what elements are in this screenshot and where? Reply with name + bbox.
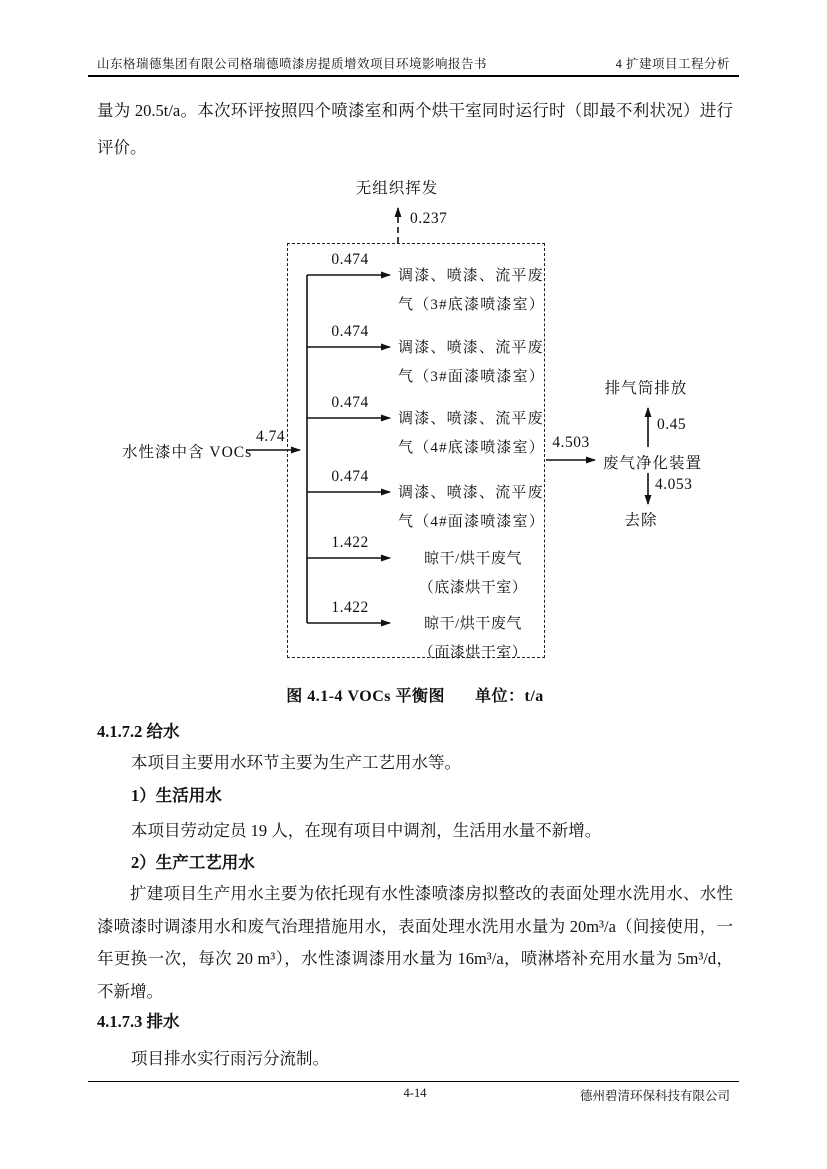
item-heading-domestic-water: 1）生活用水 <box>131 786 222 805</box>
process-water-paragraph: 扩建项目生产用水主要为依托现有水性漆喷漆房拟整改的表面处理水洗用水、水性漆喷漆时调漆用水和废气治理措施用水，表面处理水洗用水量为 20m³/a（间接使用，一年更换一次，每次 20 m³），水性漆调漆用水量为 16m³/a，喷淋塔补充用水量为 5m³/d，不新增。 <box>97 884 733 1001</box>
branch-label-4 <box>398 479 548 537</box>
branch-value-2: 0.474 <box>331 323 369 340</box>
header-chapter-title: 4 扩建项目工程分析 <box>615 57 730 71</box>
branch-value-3: 0.474 <box>331 394 369 411</box>
footer-company: 德州碧清环保科技有限公司 <box>579 1089 730 1103</box>
header-rule <box>88 75 739 77</box>
branch-value-4: 0.474 <box>331 468 369 485</box>
branch-label-1 <box>398 262 548 320</box>
water-supply-paragraph: 本项目主要用水环节主要为生产工艺用水等。 <box>131 753 461 772</box>
branch-value-1: 0.474 <box>331 251 369 268</box>
branch-label-6-line1: 晾干/烘干废气 <box>424 616 522 632</box>
section-heading-4172: 4.1.7.2 给水 <box>97 722 180 741</box>
input-value: 4.74 <box>256 428 286 445</box>
branch-label-2 <box>398 334 548 392</box>
branch-label-2-line1: 调漆、喷漆、流平废 <box>398 340 544 356</box>
item-heading-process-water: 2）生产工艺用水 <box>131 853 255 872</box>
branch-label-4-line2: 气（4#面漆喷漆室） <box>398 514 546 530</box>
branch-label-5-line1: 晾干/烘干废气 <box>424 551 522 567</box>
branch-label-5 <box>398 545 548 603</box>
domestic-water-paragraph: 本项目劳动定员 19 人，在现有项目中调剂，生活用水量不新增。 <box>131 821 602 840</box>
branch-label-2-line2: 气（3#面漆喷漆室） <box>398 369 546 385</box>
branch-label-3-line2: 气（4#底漆喷漆室） <box>398 440 546 456</box>
drainage-paragraph: 项目排水实行雨污分流制。 <box>131 1049 329 1068</box>
stack-value: 0.45 <box>657 416 687 433</box>
branch-label-1-line2: 气（3#底漆喷漆室） <box>398 297 546 313</box>
fugitive-label: 无组织挥发 <box>355 180 439 197</box>
intro-paragraph: 量为 20.5t/a。本次环评按照四个喷漆室和两个烘干室同时运行时（即最不利状况）进行评价。 <box>97 101 733 157</box>
removal-label: 去除 <box>624 512 658 529</box>
branch-value-5: 1.422 <box>331 534 369 551</box>
figure-caption-title: 图 4.1-4 VOCs 平衡图 <box>286 688 445 705</box>
footer-rule <box>88 1081 739 1082</box>
header-doc-title: 山东格瑞德集团有限公司格瑞德喷漆房提质增效项目环境影响报告书 <box>97 57 488 71</box>
stack-label: 排气筒排放 <box>604 380 688 397</box>
branch-label-6 <box>398 610 548 668</box>
branch-value-6: 1.422 <box>331 599 369 616</box>
branch-label-3 <box>398 405 548 463</box>
input-label: 水性漆中含 VOCs <box>122 444 253 461</box>
fugitive-value: 0.237 <box>410 210 448 227</box>
branch-label-5-line2: （底漆烘干室） <box>418 580 528 596</box>
output-value: 4.503 <box>552 434 590 451</box>
removal-value: 4.053 <box>655 476 693 493</box>
branch-label-1-line1: 调漆、喷漆、流平废 <box>398 268 544 284</box>
section-heading-4173: 4.1.7.3 排水 <box>97 1012 180 1031</box>
vocs-balance-diagram <box>0 170 827 680</box>
figure-caption <box>97 683 733 706</box>
page-number: 4-14 <box>403 1086 427 1100</box>
branch-label-6-line2: （面漆烘干室） <box>418 645 528 661</box>
treatment-label: 废气净化装置 <box>603 455 703 472</box>
figure-caption-unit: 单位：t/a <box>475 688 544 705</box>
branch-label-3-line1: 调漆、喷漆、流平废 <box>398 411 544 427</box>
branch-label-4-line1: 调漆、喷漆、流平废 <box>398 485 544 501</box>
